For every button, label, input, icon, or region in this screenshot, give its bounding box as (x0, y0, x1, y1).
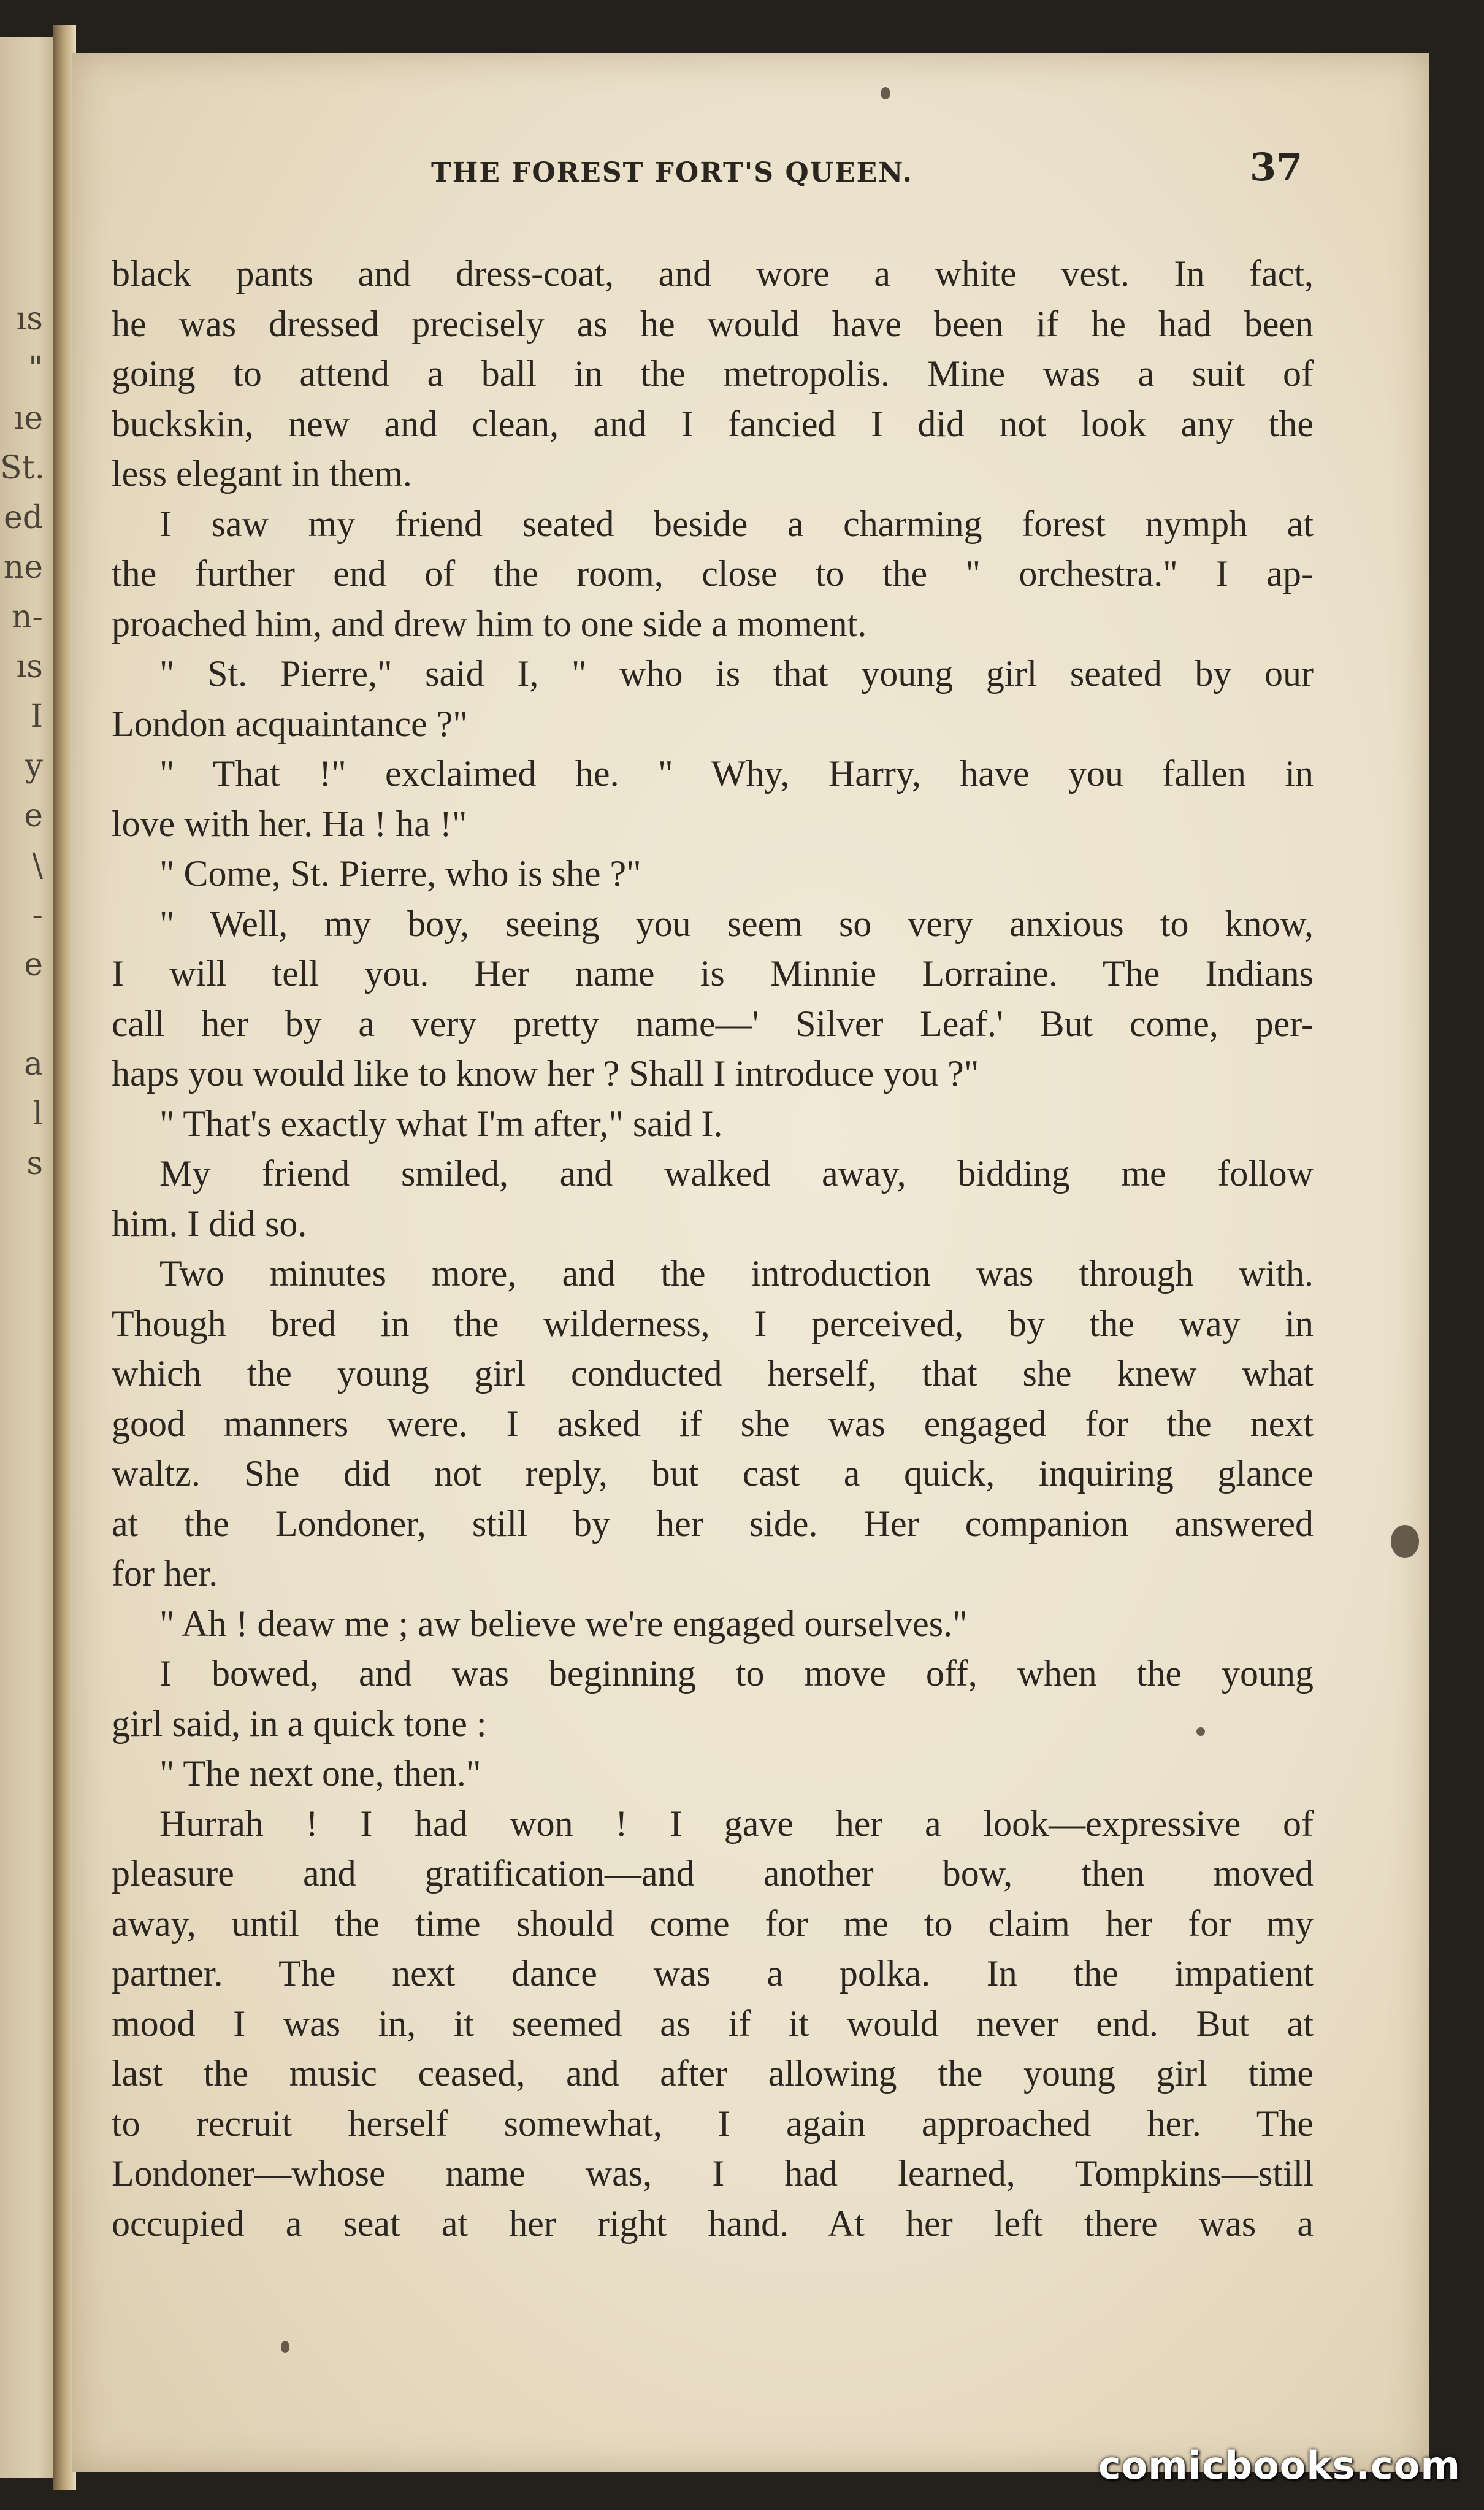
facing-page-fragment: ıs (16, 648, 43, 685)
text-line: I saw my friend seated beside a charming forest nymph at (159, 503, 1314, 544)
text-line: My friend smiled, and walked away, bidding me follow (159, 1153, 1314, 1194)
text-line: " Well, my boy, seeing you seem so very anxious to know, (159, 903, 1314, 944)
text-line: girl said, in a quick tone : (112, 1703, 487, 1744)
text-line: black pants and dress-coat, and wore a white vest. In fact, (112, 253, 1314, 294)
facing-page-fragment: ıe (13, 400, 43, 437)
ink-spot (881, 87, 890, 99)
text-line: proached him, and drew him to one side a moment. (112, 603, 867, 644)
facing-page-fragment: y (25, 748, 43, 785)
facing-page-fragment: e (24, 797, 43, 834)
text-line: " Ah ! deaw me ; aw believe we're engaged ourselves." (159, 1603, 968, 1644)
running-head: THE FOREST FORT'S QUEEN. (431, 157, 913, 188)
facing-page-fragment: ıs (16, 301, 43, 337)
text-line: away, until the time should come for me to claim her for my (112, 1903, 1314, 1944)
text-line: he was dressed precisely as he would have been if he had been (112, 303, 1314, 344)
text-line: the further end of the room, close to the " orchestra." I ap- (112, 553, 1314, 594)
ink-spot (1391, 1525, 1419, 1558)
text-line: at the Londoner, still by her side. Her companion answered (112, 1503, 1314, 1544)
text-line: pleasure and gratification—and another bow, then moved (112, 1853, 1314, 1894)
text-line: Two minutes more, and the introduction was through with. (159, 1253, 1314, 1294)
facing-page-fragment: n- (11, 599, 43, 635)
text-line: occupied a seat at her right hand. At her left there was a (112, 2203, 1314, 2244)
ink-spot (281, 2341, 289, 2353)
text-line: to recruit herself somewhat, I again approached her. The (112, 2103, 1314, 2144)
facing-page-fragment: - (32, 897, 43, 934)
ink-spot (1196, 1727, 1205, 1736)
text-line: waltz. She did not reply, but cast a quick, inquiring glance (112, 1453, 1314, 1494)
facing-page-fragment: a (23, 1046, 43, 1083)
text-line: which the young girl conducted herself, that she knew what (112, 1353, 1314, 1394)
facing-page-edge (0, 37, 61, 2478)
text-line: " That's exactly what I'm after," said I. (159, 1103, 723, 1144)
text-line: Hurrah ! I had won ! I gave her a look—expressive of (159, 1803, 1314, 1844)
text-line: " The next one, then." (159, 1753, 481, 1794)
facing-page-fragment: l (33, 1096, 43, 1132)
book-page (72, 53, 1429, 2472)
facing-page-fragment: " (28, 350, 43, 387)
text-line: " That !" exclaimed he. " Why, Harry, have you fallen in (159, 753, 1314, 794)
body-text (112, 249, 1314, 2249)
text-line: call her by a very pretty name—' Silver Leaf.' But come, per- (112, 1003, 1314, 1044)
text-line: for her. (112, 1553, 218, 1594)
text-line: him. I did so. (112, 1203, 307, 1244)
text-line: Londoner—whose name was, I had learned, Tompkins—still (112, 2153, 1314, 2193)
text-line: " St. Pierre," said I, " who is that young girl seated by our (159, 653, 1314, 694)
facing-page-fragment: e (24, 946, 43, 983)
text-line: mood I was in, it seemed as if it would never end. But at (112, 2003, 1314, 2044)
facing-page-fragment: s (26, 1145, 43, 1182)
text-line: going to attend a ball in the metropolis. Mine was a suit of (112, 353, 1314, 394)
text-line: love with her. Ha ! ha !" (112, 803, 467, 844)
text-line: less elegant in them. (112, 453, 412, 494)
facing-page-fragment: I (30, 698, 43, 735)
text-line: last the music ceased, and after allowing the young girl time (112, 2053, 1314, 2094)
facing-page-fragment: ne (3, 549, 43, 586)
text-line: partner. The next dance was a polka. In the impatient (112, 1953, 1314, 1994)
text-line: I bowed, and was beginning to move off, when the young (159, 1653, 1314, 1694)
watermark: comicbooks.com (1098, 2443, 1461, 2488)
text-line: haps you would like to know her ? Shall I introduce you ?" (112, 1053, 979, 1094)
page-number: 37 (1250, 145, 1303, 190)
facing-page-fragment: ed (3, 499, 43, 536)
facing-page-fragment: St. (0, 450, 45, 486)
facing-page-fragment: \ (32, 847, 43, 884)
text-line: buckskin, new and clean, and I fancied I did not look any the (112, 403, 1314, 444)
facing-page-text-fragments (0, 294, 43, 1189)
facing-page-fragment (0, 990, 43, 1040)
text-line: London acquaintance ?" (112, 703, 468, 744)
text-line: Though bred in the wilderness, I perceived, by the way in (112, 1303, 1314, 1344)
text-line: I will tell you. Her name is Minnie Lorraine. The Indians (112, 953, 1314, 994)
text-line: good manners were. I asked if she was engaged for the next (112, 1403, 1314, 1444)
text-line: " Come, St. Pierre, who is she ?" (159, 853, 641, 894)
